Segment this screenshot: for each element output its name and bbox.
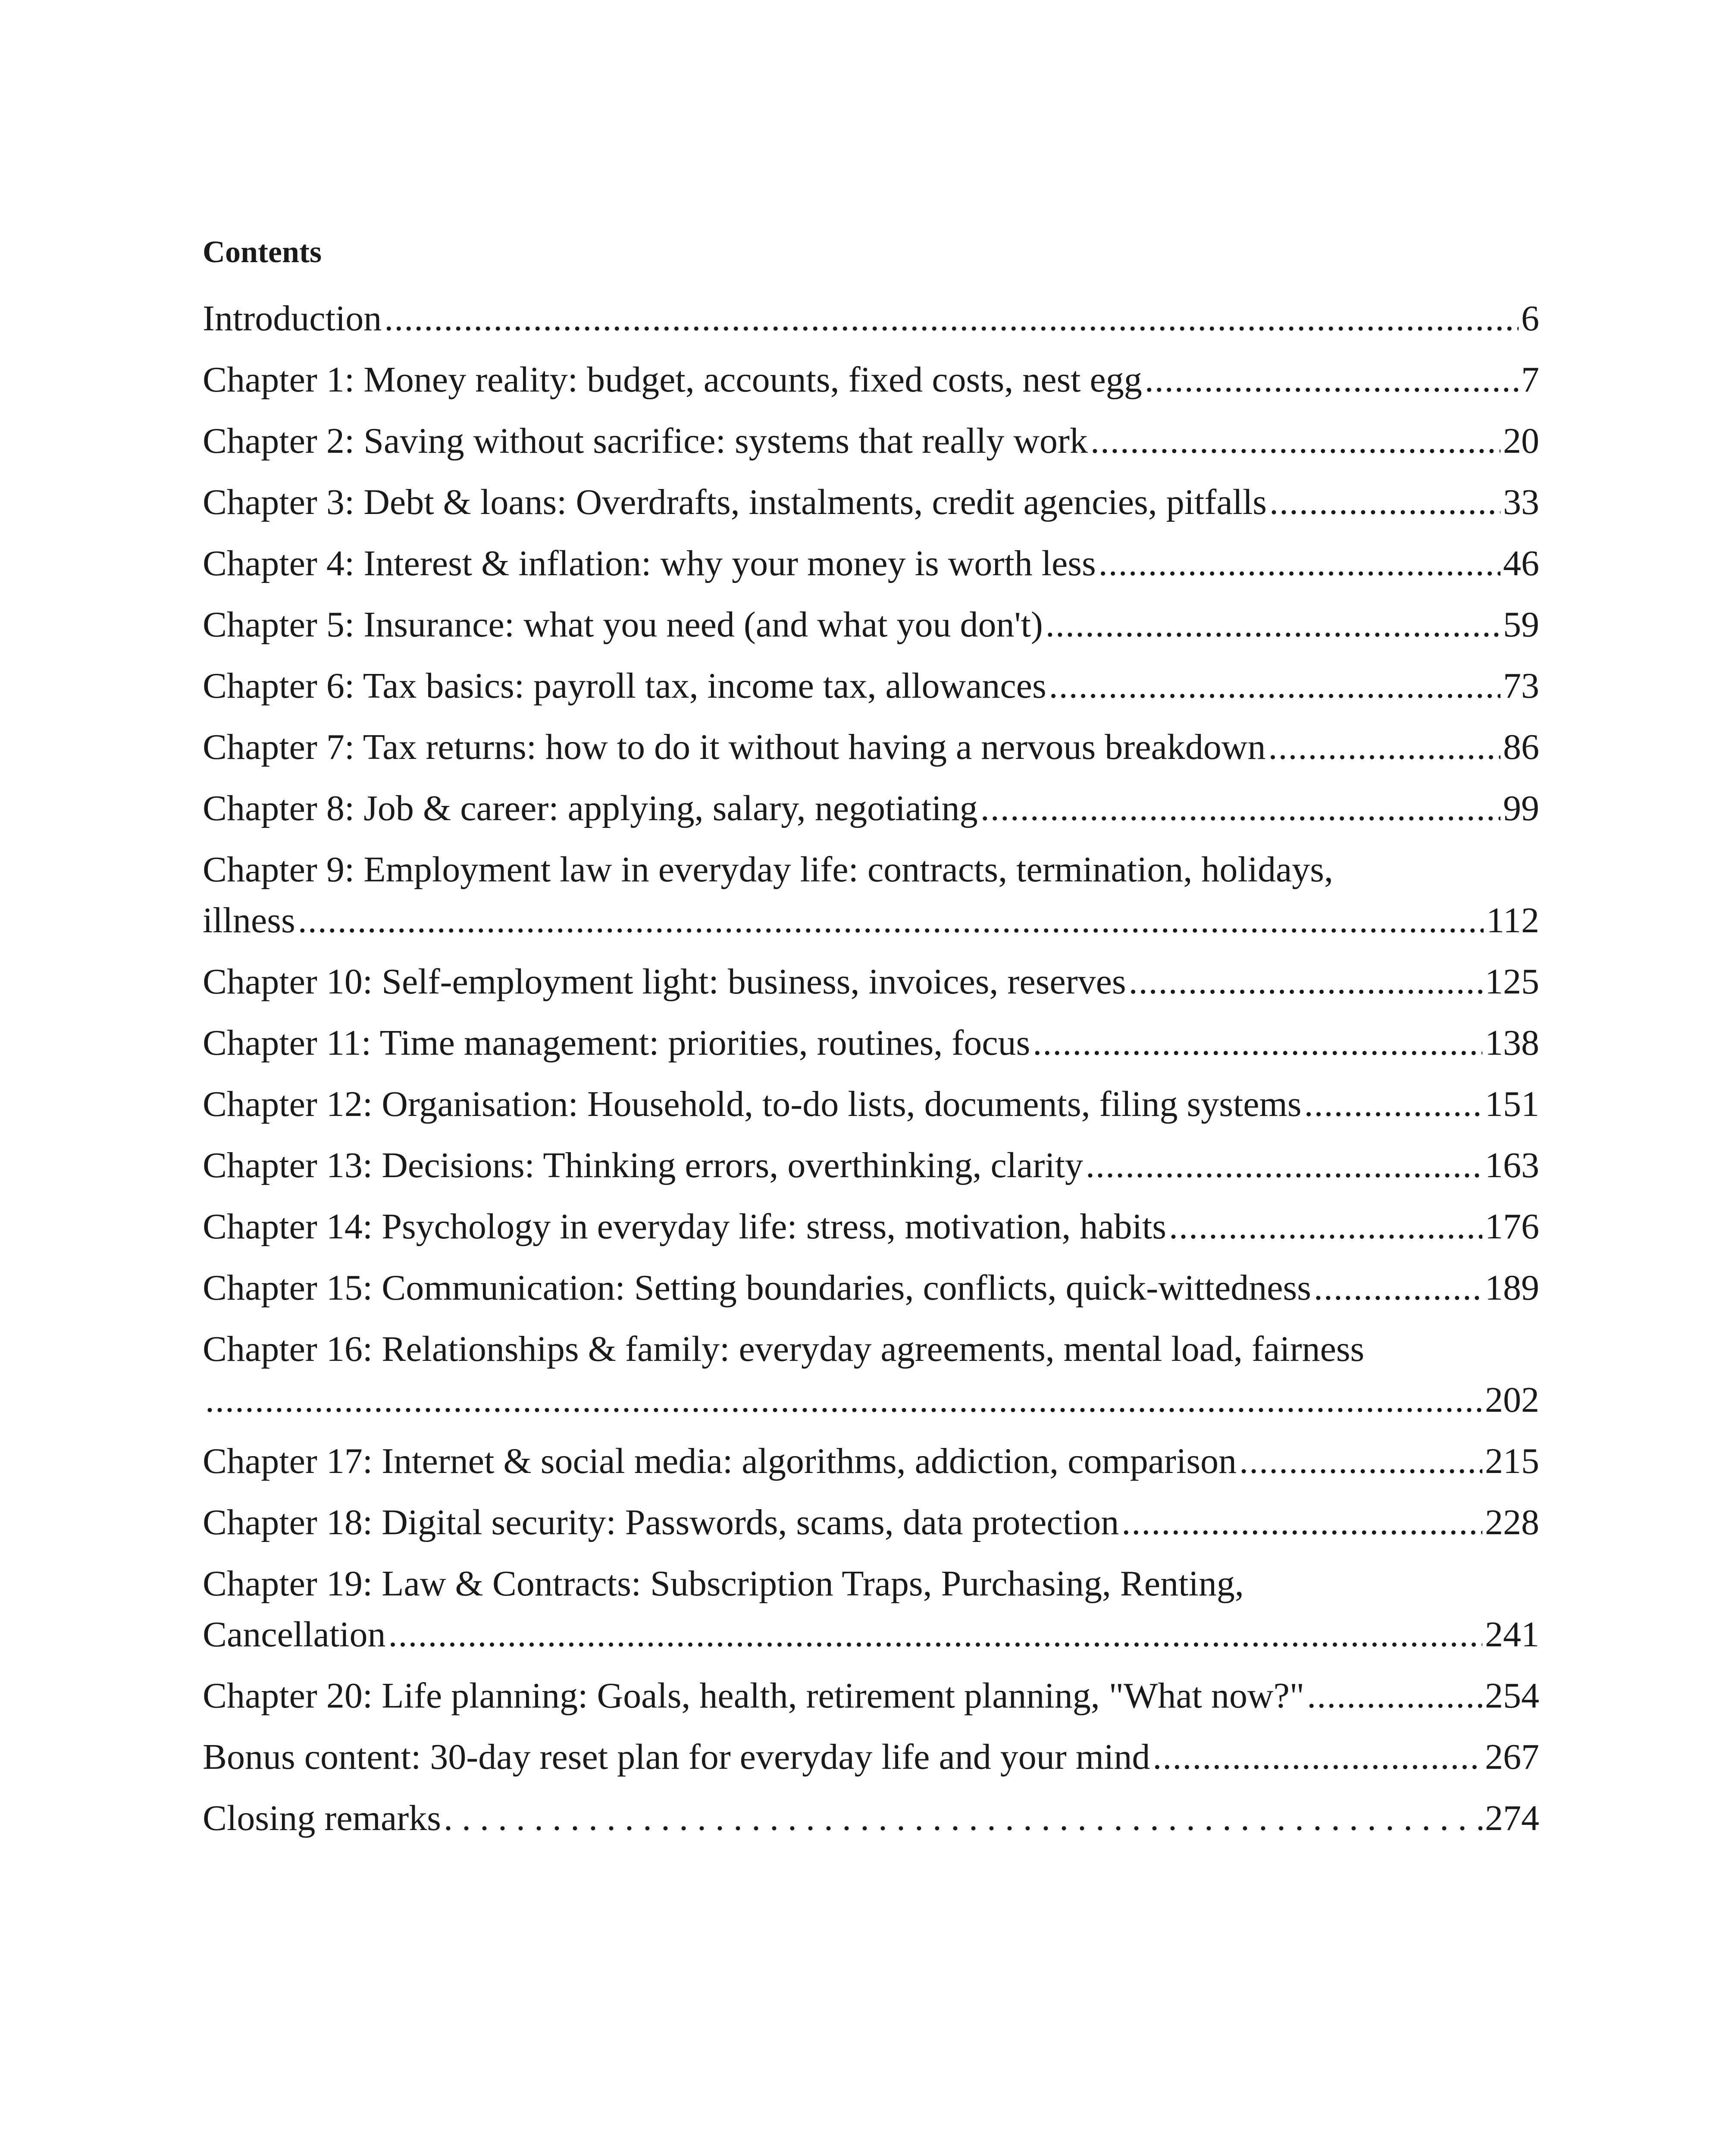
toc-entry-page: 189 <box>1485 1268 1539 1308</box>
toc-entry-chapter-8[interactable] <box>203 783 1539 834</box>
table-of-contents <box>203 236 1539 1854</box>
toc-entry-title: Chapter 13: Decisions: Thinking errors, overthinking, clarity <box>203 1145 1084 1185</box>
toc-entry-page: 176 <box>1485 1206 1539 1247</box>
toc-entry-page: 241 <box>1485 1614 1539 1655</box>
toc-entry-title: Chapter 1: Money reality: budget, accounts, fixed costs, nest egg <box>203 360 1142 400</box>
toc-entry-title: Chapter 8: Job & career: applying, salary, negotiating <box>203 788 978 828</box>
toc-entry-introduction[interactable] <box>203 293 1539 344</box>
dot-leader <box>384 293 1519 344</box>
dot-leader <box>1049 661 1500 711</box>
toc-entry-page: 86 <box>1503 727 1539 767</box>
toc-entry-chapter-12[interactable] <box>203 1079 1539 1130</box>
toc-entry-title: Chapter 14: Psychology in everyday life: stress, motivation, habits <box>203 1206 1166 1247</box>
toc-entry-page: 215 <box>1485 1441 1539 1481</box>
toc-entry-title-line2: illness <box>203 900 295 940</box>
toc-entry-title: Chapter 20: Life planning: Goals, health, retirement planning, "What now?" <box>203 1676 1305 1716</box>
toc-entry-title: Introduction <box>203 298 382 338</box>
toc-entry-title: Chapter 17: Internet & social media: algorithms, addiction, comparison <box>203 1441 1237 1481</box>
toc-entry-chapter-10[interactable] <box>203 956 1539 1007</box>
toc-entry-page: 228 <box>1485 1502 1539 1542</box>
toc-entry-page: 151 <box>1485 1084 1539 1124</box>
toc-entry-title: Chapter 5: Insurance: what you need (and what you don't) <box>203 605 1043 645</box>
dot-leader <box>1314 1263 1482 1313</box>
toc-entry-title: Chapter 10: Self-employment light: business, invoices, reserves <box>203 962 1126 1002</box>
dot-leader <box>1304 1079 1482 1130</box>
toc-entry-page: 163 <box>1485 1145 1539 1185</box>
toc-entry-chapter-16[interactable] <box>203 1324 1539 1426</box>
toc-entry-chapter-13[interactable] <box>203 1140 1539 1191</box>
toc-list <box>203 293 1539 1844</box>
toc-entry-title: Chapter 7: Tax returns: how to do it without having a nervous breakdown <box>203 727 1266 767</box>
dot-leader <box>1090 416 1500 467</box>
toc-entry-page: 112 <box>1486 900 1539 940</box>
toc-entry-chapter-18[interactable] <box>203 1497 1539 1548</box>
toc-entry-page: 202 <box>1485 1380 1539 1420</box>
toc-entry-title-line1: Chapter 16: Relationships & family: everyday agreements, mental load, fairness <box>203 1329 1365 1369</box>
toc-entry-page: 33 <box>1503 482 1539 522</box>
dot-leader <box>1121 1497 1482 1548</box>
toc-entry-chapter-4[interactable] <box>203 538 1539 589</box>
dot-leader <box>1086 1140 1482 1191</box>
toc-entry-title: Chapter 4: Interest & inflation: why your money is worth less <box>203 543 1096 583</box>
toc-entry-title: Chapter 6: Tax basics: payroll tax, income tax, allowances <box>203 666 1046 706</box>
dot-leader <box>1269 477 1500 528</box>
toc-entry-title-line2: Cancellation <box>203 1614 386 1655</box>
toc-entry-chapter-3[interactable] <box>203 477 1539 528</box>
toc-entry-page: 7 <box>1521 360 1539 400</box>
toc-entry-bonus-content[interactable] <box>203 1732 1539 1783</box>
dot-leader <box>1145 354 1519 405</box>
toc-entry-chapter-1[interactable] <box>203 354 1539 405</box>
dot-leader <box>205 1375 1482 1426</box>
contents-heading: Contents <box>203 235 322 269</box>
dot-leader <box>444 1793 1482 1844</box>
toc-entry-title: Chapter 18: Digital security: Passwords, scams, data protection <box>203 1502 1119 1542</box>
dot-leader <box>1033 1018 1482 1069</box>
toc-entry-chapter-6[interactable] <box>203 661 1539 711</box>
toc-entry-page: 274 <box>1485 1798 1539 1838</box>
toc-entry-chapter-9[interactable] <box>203 844 1539 946</box>
toc-entry-page: 138 <box>1485 1023 1539 1063</box>
dot-leader <box>1099 538 1500 589</box>
dot-leader <box>1239 1436 1482 1487</box>
toc-entry-chapter-14[interactable] <box>203 1201 1539 1252</box>
toc-entry-page: 99 <box>1503 788 1539 828</box>
dot-leader <box>1129 956 1482 1007</box>
toc-entry-title: Closing remarks <box>203 1798 441 1838</box>
toc-entry-title: Chapter 3: Debt & loans: Overdrafts, instalments, credit agencies, pitfalls <box>203 482 1267 522</box>
toc-entry-chapter-19[interactable] <box>203 1558 1539 1660</box>
toc-entry-title-line1: Chapter 19: Law & Contracts: Subscription Traps, Purchasing, Renting, <box>203 1564 1244 1604</box>
dot-leader <box>1268 722 1500 773</box>
toc-entry-page: 125 <box>1485 962 1539 1002</box>
toc-entry-chapter-7[interactable] <box>203 722 1539 773</box>
dot-leader <box>1153 1732 1482 1783</box>
toc-entry-title: Bonus content: 30-day reset plan for everyday life and your mind <box>203 1737 1150 1777</box>
dot-leader <box>1046 599 1500 650</box>
toc-entry-title: Chapter 12: Organisation: Household, to-do lists, documents, filing systems <box>203 1084 1302 1124</box>
dot-leader <box>388 1609 1482 1660</box>
toc-entry-chapter-17[interactable] <box>203 1436 1539 1487</box>
toc-entry-closing-remarks[interactable] <box>203 1793 1539 1844</box>
toc-entry-page: 59 <box>1503 605 1539 645</box>
toc-entry-title-line1: Chapter 9: Employment law in everyday life: contracts, termination, holidays, <box>203 849 1333 890</box>
toc-entry-page: 267 <box>1485 1737 1539 1777</box>
dot-leader <box>980 783 1500 834</box>
toc-entry-title: Chapter 2: Saving without sacrifice: systems that really work <box>203 421 1088 461</box>
toc-entry-page: 254 <box>1485 1676 1539 1716</box>
dot-leader <box>1169 1201 1482 1252</box>
toc-entry-page: 6 <box>1521 298 1539 338</box>
toc-entry-page: 46 <box>1503 543 1539 583</box>
toc-entry-title: Chapter 15: Communication: Setting boundaries, conflicts, quick-wittedness <box>203 1268 1311 1308</box>
toc-entry-page: 20 <box>1503 421 1539 461</box>
toc-entry-page: 73 <box>1503 666 1539 706</box>
toc-entry-chapter-5[interactable] <box>203 599 1539 650</box>
toc-entry-chapter-15[interactable] <box>203 1263 1539 1313</box>
toc-entry-title: Chapter 11: Time management: priorities, routines, focus <box>203 1023 1030 1063</box>
toc-entry-chapter-20[interactable] <box>203 1670 1539 1721</box>
dot-leader <box>298 895 1484 946</box>
dot-leader <box>1307 1670 1482 1721</box>
toc-entry-chapter-2[interactable] <box>203 416 1539 467</box>
toc-entry-chapter-11[interactable] <box>203 1018 1539 1069</box>
